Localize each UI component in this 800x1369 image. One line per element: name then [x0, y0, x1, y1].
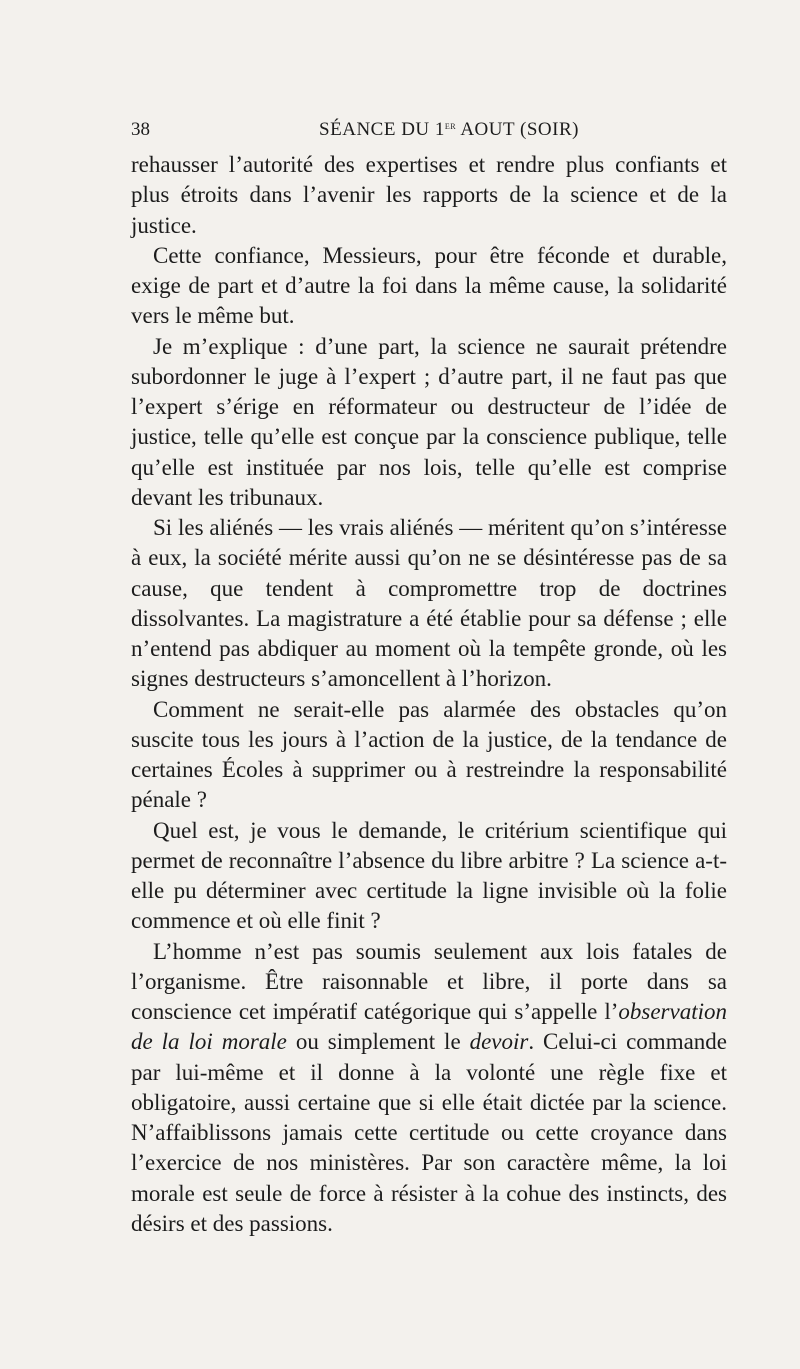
paragraph-7-part-2: ou simplement le — [286, 1029, 470, 1055]
paragraph-2: Cette confiance, Messieurs, pour être féconde et durable, exige de part et d’autre la foi dans la même cause, la solidarité vers le même but. — [131, 242, 727, 329]
body-text — [131, 150, 727, 1239]
running-title-end: AOUT (SOIR) — [456, 119, 579, 140]
paragraph-7-italic-2: devoir — [469, 1029, 529, 1055]
running-title-superscript: er — [444, 118, 457, 132]
paragraph-7-part-1: L’homme n’est pas soumis seulement aux lois fatales de l’organisme. Être raisonnable et libre, il porte dans sa conscience cet impératif catégorique qui s’appelle l’ — [131, 938, 727, 1024]
paragraph-1: rehausser l’autorité des expertises et rendre plus confiants et plus étroits dans l’avenir les rapports de la science et de la justice. — [131, 152, 727, 238]
running-head — [131, 118, 727, 142]
paragraph-7 — [131, 937, 727, 1240]
paragraph-7-part-3: . Celui-ci commande par lui-même et il donne à la volonté une règle fixe et obligatoire, aussi certaine que si elle était dictée par la science. N’affaiblissons jamais cette certitude ou cette croyance dans l’exercice de nos ministères. Par son caractère même, la loi morale est seule de force à résister à la cohue des instincts, des désirs et des passions. — [131, 1029, 727, 1236]
paragraph-6: Quel est, je vous le demande, le critérium scientifique qui permet de reconnaître l’absence du libre arbitre ? La science a-t-elle pu déterminer avec certitude la ligne invisible où la folie commence et où elle finit ? — [131, 817, 727, 934]
paragraph-7-italic-1: observation de la loi morale — [131, 999, 727, 1055]
running-title-start: SÉANCE DU 1 — [319, 119, 445, 140]
page-number: 38 — [131, 119, 150, 140]
paragraph-5: Comment ne serait-elle pas alarmée des obstacles qu’on suscite tous les jours à l’action de la justice, de la tendance de certaines Écoles à supprimer ou à restreindre la responsabilité pénale ? — [131, 696, 727, 813]
paragraph-3: Je m’explique : d’une part, la science ne saurait prétendre subordonner le juge à l’expert ; d’autre part, il ne faut pas que l’expert s’érige en réformateur ou destructeur de l’idée de justice, telle qu’elle est conçue par la conscience publique, telle qu’elle est instituée par nos lois, telle qu’elle est comprise devant les tribunaux. — [131, 333, 727, 510]
paragraph-4: Si les aliénés — les vrais aliénés — méritent qu’on s’intéresse à eux, la société mérite aussi qu’on ne se désintéresse pas de sa cause, que tendent à compromettre trop de doctrines dissolvantes. La magistrature a été établie pour sa défense ; elle n’entend pas abdiquer au moment où la tempête gronde, où les signes destructeurs s’amoncellent à l’horizon. — [131, 515, 727, 692]
running-title — [131, 118, 727, 142]
